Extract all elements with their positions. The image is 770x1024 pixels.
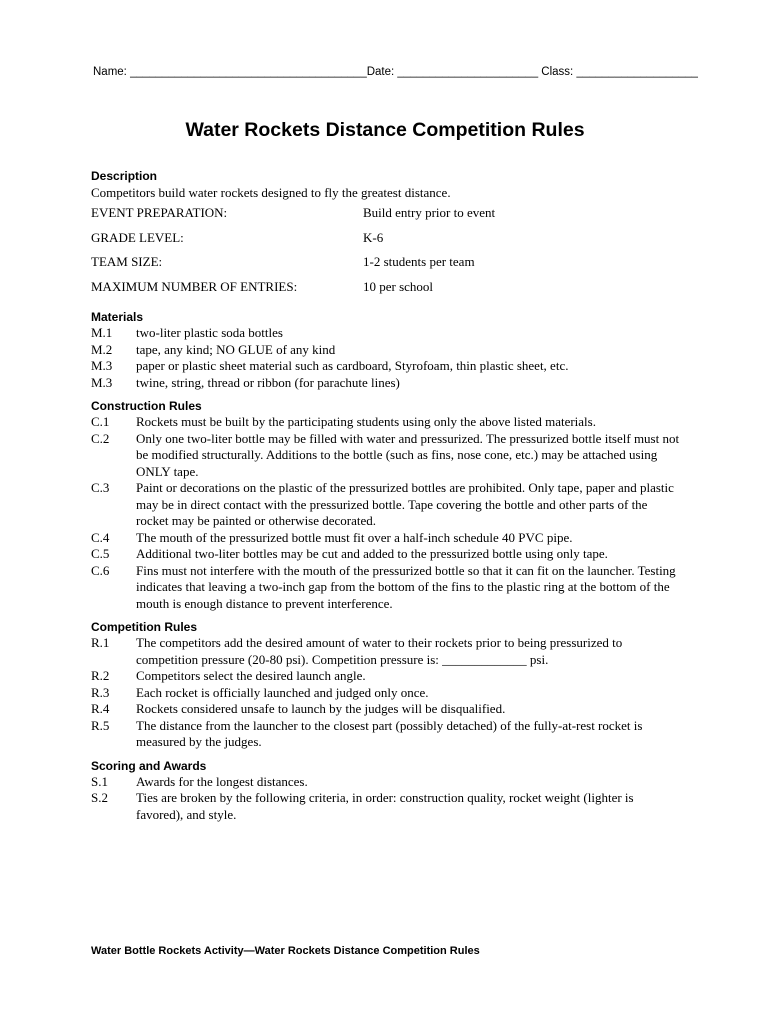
rule-text: Awards for the longest distances. (136, 773, 308, 789)
scoring-rule (91, 790, 691, 823)
item-text: two-liter plastic soda bottles (136, 325, 283, 340)
info-value: 10 per school (363, 278, 434, 294)
info-value: Build entry prior to event (363, 205, 496, 220)
construction-rule (91, 480, 691, 530)
item-number: M.3 (91, 358, 113, 373)
rule-number: R.1 (91, 635, 110, 650)
page-footer: Water Bottle Rockets Activity—Water Rockets Distance Competition Rules (91, 945, 480, 957)
rule-text: Paint or decorations on the plastic of the pressurized bottles are prohibited. Only tape, paper and plastic may be in direct contact with the pressurized bottle. Tape covering the bottle and other parts of the rocket may be painted or otherwise decorated. (136, 480, 674, 528)
item-number: M.3 (91, 374, 113, 390)
rule-number: C.1 (91, 414, 110, 429)
rule-number: C.6 (91, 562, 110, 578)
scoring-rule (91, 774, 691, 791)
competition-rule (91, 668, 691, 685)
info-row (91, 204, 691, 229)
construction-rules-list (91, 414, 691, 612)
construction-rule (91, 414, 691, 431)
page-title: Water Rockets Distance Competition Rules (185, 119, 585, 141)
item-text: twine, string, thread or ribbon (for parachute lines) (136, 374, 400, 390)
scoring-awards-list (91, 774, 691, 824)
rule-text: Competitors select the desired launch angle. (136, 668, 366, 683)
rule-number: S.1 (91, 773, 108, 789)
materials-item (91, 375, 691, 392)
rule-text: The distance from the launcher to the closest part (possibly detached) of the fully-at-rest rocket is measured by the judges. (136, 717, 643, 749)
info-label: TEAM SIZE: (91, 254, 163, 269)
rule-number: R.3 (91, 684, 110, 700)
rule-text: Ties are broken by the following criteria, in order: construction quality, rocket weight (lighter is favored), and style. (136, 790, 634, 822)
rule-number: R.2 (91, 668, 110, 683)
item-text: paper or plastic sheet material such as cardboard, Styrofoam, thin plastic sheet, etc. (136, 358, 569, 373)
construction-rule (91, 530, 691, 547)
materials-item (91, 325, 691, 342)
info-row (91, 229, 691, 254)
rule-number: C.4 (91, 529, 110, 545)
rule-text: Fins must not interfere with the mouth of the pressurized bottle so that it can fit on the launcher. Testing indicates that leaving a two-inch gap from the bottom of the fins to the plastic ring at the bottom of the mouth is enough distance to prevent interference. (136, 562, 676, 611)
info-value: 1-2 students per team (363, 254, 475, 269)
rule-text: Only one two-liter bottle may be filled with water and pressurized. The pressurized bottle itself must not be modified structurally. Additions to the bottle (such as fins, nose cone, etc.) may be attached using ONLY tape. (136, 430, 680, 479)
materials-item (91, 342, 691, 359)
rule-text: Rockets considered unsafe to launch by the judges will be disqualified. (136, 701, 506, 716)
construction-rules-heading: Construction Rules (91, 399, 202, 413)
scoring-awards-heading: Scoring and Awards (91, 758, 207, 773)
rule-number: R.4 (91, 701, 110, 716)
competition-rules-list (91, 635, 691, 751)
rule-text: Rockets must be built by the participating students using only the above listed materials. (136, 414, 596, 429)
construction-rule (91, 431, 691, 481)
info-row (91, 253, 691, 278)
competition-rule (91, 718, 691, 751)
info-label: EVENT PREPARATION: (91, 205, 228, 220)
construction-rule (91, 546, 691, 563)
rule-number: S.2 (91, 790, 108, 805)
name-date-class-line: Name: _____________________________________Date: ______________________ Class: ___________________ (93, 66, 698, 78)
document-body (91, 168, 691, 823)
rule-number: C.3 (91, 480, 110, 495)
competition-rule (91, 635, 691, 668)
rule-number: R.5 (91, 717, 110, 733)
description-heading: Description (91, 169, 158, 183)
item-number: M.2 (91, 341, 113, 357)
materials-item (91, 358, 691, 375)
item-text: tape, any kind; NO GLUE of any kind (136, 341, 336, 357)
rule-number: C.2 (91, 430, 110, 446)
construction-rule (91, 563, 691, 613)
competition-rule (91, 685, 691, 702)
item-number: M.1 (91, 325, 113, 340)
info-label: MAXIMUM NUMBER OF ENTRIES: (91, 278, 298, 294)
description-text: Competitors build water rockets designed to fly the greatest distance. (91, 185, 451, 200)
event-info-table (91, 204, 691, 302)
rule-number: C.5 (91, 546, 110, 561)
competition-rule (91, 701, 691, 718)
materials-list (91, 325, 691, 391)
rule-text: Additional two-liter bottles may be cut and added to the pressurized bottle using only tape. (136, 546, 608, 561)
info-row (91, 278, 691, 303)
info-value: K-6 (363, 229, 384, 245)
competition-rules-heading: Competition Rules (91, 620, 198, 634)
rule-text: The competitors add the desired amount of water to their rockets prior to being pressurized to competition pressure (20-80 psi). Competition pressure is: _____________ psi. (136, 635, 623, 667)
info-label: GRADE LEVEL: (91, 229, 184, 245)
materials-heading: Materials (91, 310, 144, 324)
rule-text: Each rocket is officially launched and judged only once. (136, 684, 429, 700)
rule-text: The mouth of the pressurized bottle must fit over a half-inch schedule 40 PVC pipe. (136, 529, 573, 545)
